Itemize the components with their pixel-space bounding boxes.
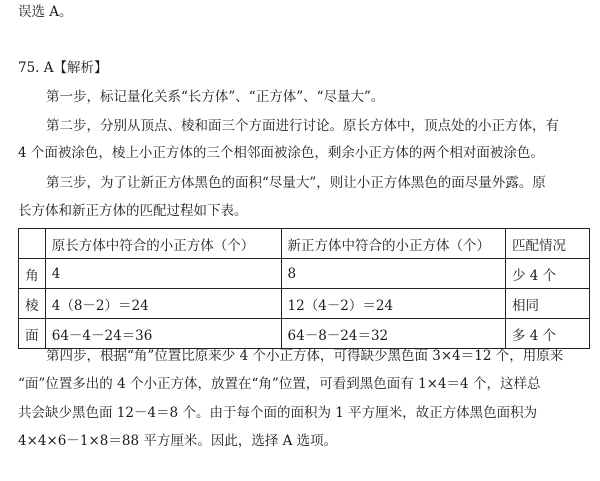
table-cell: 64－8－24＝32 — [281, 319, 505, 349]
table-cell: 棱 — [19, 289, 46, 319]
table-cell: 4（8－2）＝24 — [45, 289, 281, 319]
table-cell: 角 — [19, 259, 46, 289]
step4-text-line1: 第四步，根据“角”位置比原来少 4 个小正方体，可得缺少黑色面 3×4＝12 个，用原来 — [46, 348, 564, 364]
step2-text-line1: 第二步，分别从顶点、棱和面三个方面进行讨论。原长方体中，顶点处的小正方体，有 — [46, 118, 559, 134]
table-header-cell: 原长方体中符合的小正方体（个） — [45, 229, 281, 259]
step3-text-line2: 长方体和新正方体的匹配过程如下表。 — [18, 203, 248, 219]
matching-table — [18, 228, 590, 349]
table-cell: 4 — [45, 259, 281, 289]
step4-text-line2: “面”位置多出的 4 个小正方体，放置在“角”位置，可看到黑色面有 1×4＝4 个，这样总 — [18, 376, 541, 392]
previous-text-line: 误选 A。 — [18, 4, 73, 20]
table-cell: 少 4 个 — [505, 259, 589, 289]
table-row — [19, 289, 590, 319]
step4-text-line3: 共会缺少黑色面 12－4＝8 个。由于每个面的面积为 1 平方厘米，故正方体黑色面积为 — [18, 405, 538, 421]
table-cell: 多 4 个 — [505, 319, 589, 349]
table-row — [19, 319, 590, 349]
table-row — [19, 259, 590, 289]
table-cell: 8 — [281, 259, 505, 289]
question-heading: 75. A【解析】 — [18, 60, 108, 76]
table-header-cell: 匹配情况 — [505, 229, 589, 259]
table-header-cell — [19, 229, 46, 259]
step1-text: 第一步，标记量化关系“长方体”、“正方体”、“尽量大”。 — [46, 89, 385, 105]
step3-text-line1: 第三步，为了让新正方体黑色的面积“尽量大”，则让小正方体黑色的面尽量外露。原 — [46, 175, 546, 191]
step2-text-line2: 4 个面被涂色，棱上小正方体的三个相邻面被涂色，剩余小正方体的两个相对面被涂色。 — [18, 145, 544, 161]
table-header-cell: 新正方体中符合的小正方体（个） — [281, 229, 505, 259]
table-cell: 面 — [19, 319, 46, 349]
table-header-row — [19, 229, 590, 259]
step4-text-line4: 4×4×6－1×8＝88 平方厘米。因此，选择 A 选项。 — [18, 433, 338, 449]
table-cell: 相同 — [505, 289, 589, 319]
table-cell: 12（4－2）＝24 — [281, 289, 505, 319]
table-cell: 64－4－24＝36 — [45, 319, 281, 349]
